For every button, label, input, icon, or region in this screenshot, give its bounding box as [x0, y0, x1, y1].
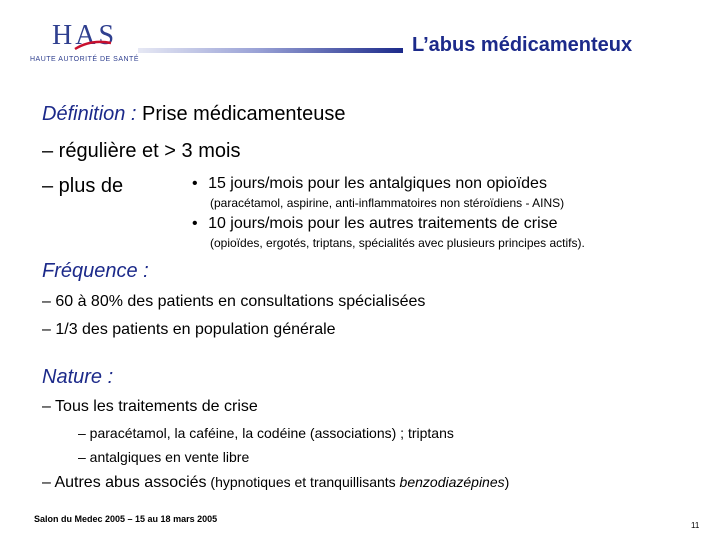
nature-sub-item-antalgiques: – antalgiques en vente libre: [78, 449, 250, 465]
definition-heading: Définition :: [42, 103, 137, 125]
autres-abus-detail: (hypnotiques et tranquillisants: [206, 474, 400, 490]
definition-item-regular: – régulière et > 3 mois: [42, 140, 241, 162]
autres-abus-italic: benzodiazépines: [399, 474, 505, 490]
frequence-heading: Fréquence :: [42, 260, 149, 282]
definition-sub-detail-15: (paracétamol, aspirine, anti-inflammatoires non stéroïdiens - AINS): [210, 196, 565, 210]
nature-sub-item-paracetamol: – paracétamol, la caféine, la codéine (associations) ; triptans: [78, 425, 454, 441]
autres-abus-label: – Autres abus associés: [42, 474, 207, 491]
definition-sub-detail-10: (opioïdes, ergotés, triptans, spécialités avec plusieurs principes actifs).: [210, 236, 585, 250]
bullet-icon: •: [192, 175, 198, 192]
footer-event: Salon du Medec 2005 – 15 au 18 mars 2005: [34, 514, 218, 524]
nature-item-autres-abus: [42, 474, 509, 492]
sub-item-text: 15 jours/mois pour les antalgiques non opioïdes: [208, 175, 547, 192]
sub-item-text: 10 jours/mois pour les autres traitements de crise: [208, 215, 558, 232]
logo-subtitle: HAUTE AUTORITÉ DE SANTÉ: [30, 56, 139, 63]
logo-text: HAS: [52, 20, 118, 51]
nature-item-traitements: – Tous les traitements de crise: [42, 398, 258, 415]
definition-item-plus-de: – plus de: [42, 175, 124, 197]
definition-sub-item-10: [192, 215, 558, 233]
bullet-icon: •: [192, 215, 198, 232]
nature-heading: Nature :: [42, 366, 114, 388]
slide-title: L’abus médicamenteux: [412, 34, 633, 56]
header-divider: [138, 48, 403, 53]
definition-line: [42, 103, 345, 126]
frequence-item-specialisees: – 60 à 80% des patients en consultations spécialisées: [42, 293, 426, 310]
frequence-item-population: – 1/3 des patients en population générale: [42, 321, 336, 338]
definition-text: Prise médicamenteuse: [136, 103, 346, 125]
page-number: 11: [691, 521, 700, 530]
autres-abus-end: ): [504, 474, 510, 490]
definition-sub-item-15: [192, 175, 547, 193]
logo-swoosh-icon: [73, 38, 113, 52]
